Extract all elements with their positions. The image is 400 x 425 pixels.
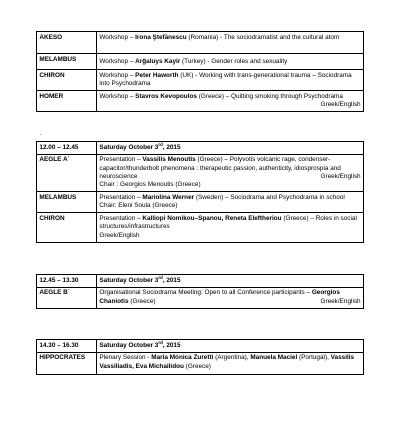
presenter-name: Georgios Chaniotis — [99, 289, 340, 305]
date-suffix: rd — [158, 141, 163, 147]
language-label: Greek/English — [99, 231, 140, 239]
session-type: Workshop – — [99, 92, 136, 100]
date-label — [97, 142, 364, 155]
room-cell: HOMER — [37, 91, 97, 112]
time-slot: 12.00 – 12.45 — [37, 142, 97, 155]
session-type: Presentation – — [99, 215, 143, 222]
presenter-country: (Greece) — [183, 362, 211, 370]
presenter-country: (Greece) — [128, 297, 156, 305]
session-type: Workshop – — [99, 33, 136, 41]
language-label: Greek/English — [320, 173, 361, 180]
date-suffix: rd — [158, 339, 163, 345]
session-cell — [97, 213, 364, 242]
session-cell — [97, 287, 364, 308]
presenter-name: Peter Haworth — [135, 71, 179, 79]
chair-label: Chair : Georgios Menoutis (Greece) — [99, 181, 201, 189]
presenter-country: (Argentina), — [213, 354, 251, 362]
date-suffix: rd — [158, 274, 163, 280]
table-header-row — [37, 142, 364, 155]
language-label: Greek/English — [320, 101, 361, 108]
room-cell: AEGLE A΄ — [37, 154, 97, 192]
presenter-country: (Portugal), — [297, 354, 331, 362]
presenter-name: Kalliopi Nomikou–Spanou, Reneta Eleftheriou — [142, 215, 282, 222]
session-type: Presentation – — [99, 194, 143, 201]
room-cell: MELAMBUS — [37, 192, 97, 213]
room-cell: AEGLE B΄ — [37, 287, 97, 308]
room-cell: HIPPOCRATES — [37, 352, 97, 374]
session-title: (Greece) – Roles in social structures/infrastructures — [99, 215, 357, 231]
room-cell: MELAMBUS — [37, 54, 97, 70]
time-slot: 12.45 – 13.30 — [37, 275, 97, 288]
session-cell — [97, 32, 364, 54]
presenter-name: Vassilis Menoutis — [142, 156, 196, 164]
table-row — [37, 287, 364, 308]
presenter-name: Maria Mónica Zuretti — [151, 354, 214, 362]
presenter-name: Stavros Kevopoulos — [135, 92, 197, 100]
schedule-table-3 — [36, 274, 364, 309]
presenter-name: Mariolina Werner — [142, 194, 195, 201]
table-row — [37, 54, 364, 70]
table-header-row — [37, 275, 364, 288]
session-title: (UK) - Working with trans-generational trauma – Sociodrama into Psychodrama — [99, 71, 352, 87]
session-type: Presentation – — [99, 156, 143, 164]
session-cell — [97, 192, 364, 213]
session-type: Organisational Sociodrama Meeting: Open to all Conference participants – — [99, 289, 312, 297]
table-row — [37, 213, 364, 242]
session-cell — [97, 91, 364, 112]
session-type: Plenary Session - — [99, 354, 152, 362]
session-cell — [97, 70, 364, 91]
session-cell — [97, 54, 364, 70]
date-label — [97, 275, 364, 288]
date-text: Saturday October 3 — [99, 276, 159, 284]
presenter-name: Irona Ştefănescu — [135, 33, 187, 41]
table-row — [37, 91, 364, 112]
table-row — [37, 32, 364, 54]
date-year: , 2015 — [162, 276, 181, 284]
language-label: Greek/English — [320, 297, 361, 305]
schedule-table-2 — [36, 141, 364, 243]
table-row — [37, 192, 364, 213]
date-year: , 2015 — [162, 143, 181, 151]
room-cell: CHIRON — [37, 70, 97, 91]
separator-dot: . — [40, 131, 42, 137]
room-cell: CHIRON — [37, 213, 97, 242]
date-year: , 2015 — [162, 341, 181, 349]
table-header-row — [37, 340, 364, 353]
room-cell: AKESO — [37, 32, 97, 54]
session-type: Workshop – — [99, 71, 136, 79]
schedule-table-1 — [36, 31, 364, 112]
chair-label: Chair: Eleni Soula (Greece) — [99, 202, 178, 210]
session-title: (Greece) – Polyvotis volcanic rage, condenser-capacitor/thunderbolt phenomena : therapeutic passion, authenticity, idiosprospia and neuroscience — [99, 156, 341, 180]
session-title: (Turkey) - Gender roles and sexuality — [180, 58, 288, 65]
date-text: Saturday October 3 — [99, 341, 159, 349]
table-row — [37, 352, 364, 374]
session-title: (Sweden) – Sociodrama and Psychodrama in school — [194, 194, 345, 201]
presenter-name: Vassilis Vassiliadis, Eva Michailidou — [99, 354, 355, 370]
session-type: Workshop – — [99, 58, 136, 65]
time-slot: 14.30 – 16.30 — [37, 340, 97, 353]
presenter-name: Arğaluys Kayir — [135, 58, 181, 65]
date-label — [97, 340, 364, 353]
session-title: (Greece) – Quitting smoking through Psychodrama — [196, 92, 343, 100]
session-title: (Romania) - The sociodramatist and the cultural atom — [186, 33, 340, 41]
session-cell — [97, 154, 364, 192]
presenter-name: Manuela Maciel — [250, 354, 298, 362]
schedule-table-4 — [36, 339, 364, 375]
session-cell — [97, 352, 364, 374]
table-row — [37, 70, 364, 91]
date-text: Saturday October 3 — [99, 143, 159, 151]
table-row — [37, 154, 364, 192]
